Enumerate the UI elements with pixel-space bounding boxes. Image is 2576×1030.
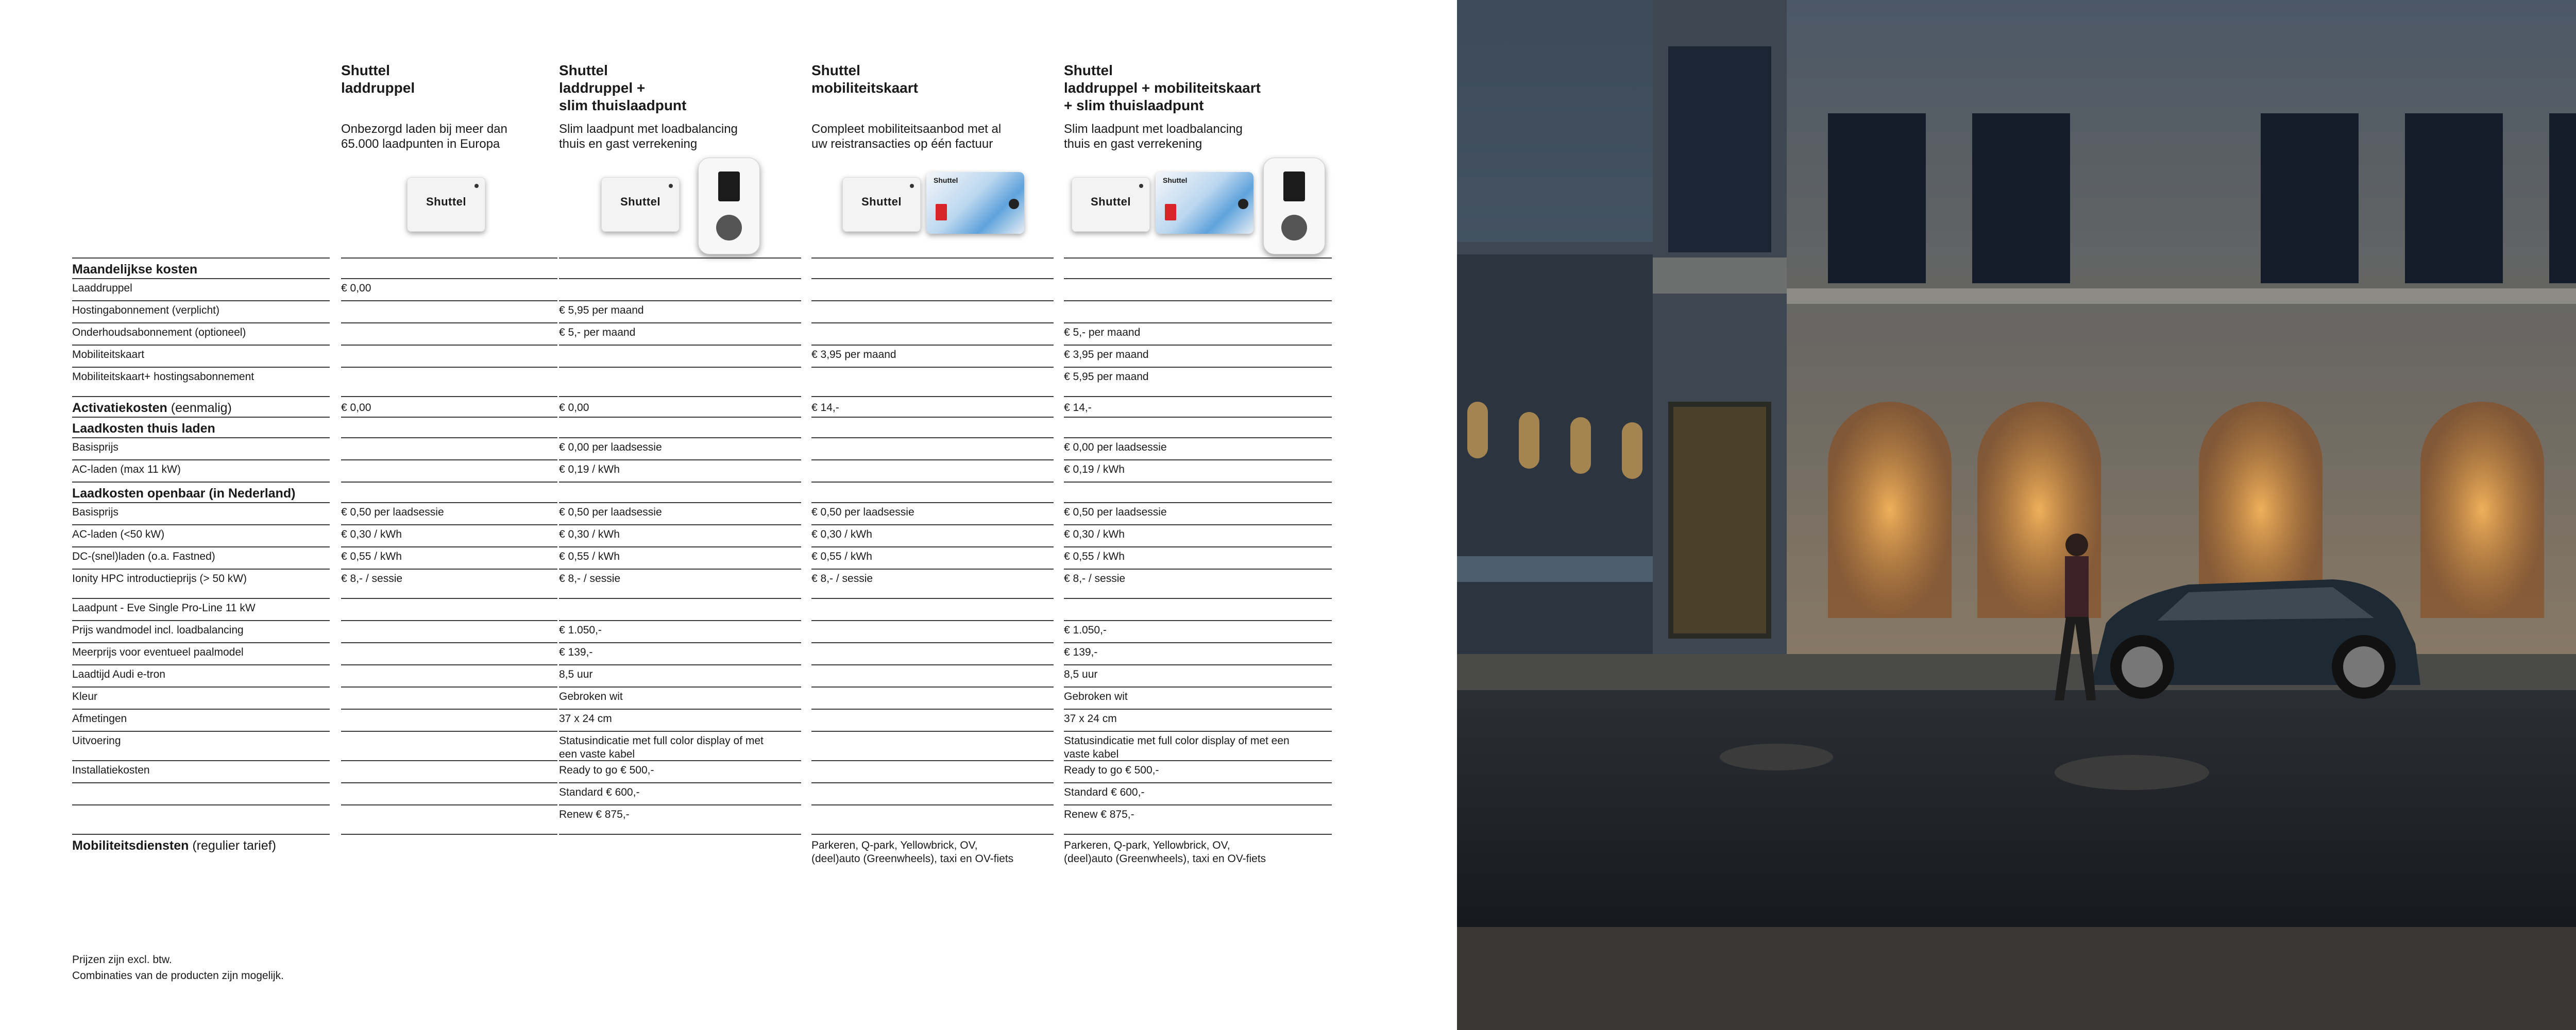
- table-rule: [341, 834, 557, 835]
- table-rule: [559, 620, 801, 621]
- table-rule: [811, 782, 1054, 783]
- laddruppel-product-image: [601, 177, 680, 232]
- thuislaadpunt-charger-image: [698, 158, 760, 254]
- table-rule: [1064, 686, 1332, 688]
- price-cell: € 0,30 / kWh: [559, 528, 620, 540]
- table-rule: [1064, 322, 1332, 323]
- row-label: [72, 304, 330, 317]
- table-rule: [72, 731, 330, 732]
- price-cell: € 0,19 / kWh: [1064, 464, 1125, 475]
- table-rule: [1064, 569, 1332, 570]
- table-rule: [559, 367, 801, 368]
- table-rule: [1064, 459, 1332, 460]
- table-rule: [811, 569, 1054, 570]
- row-label-text: Laaddruppel: [72, 282, 132, 294]
- table-rule: [811, 278, 1054, 279]
- table-rule: [72, 569, 330, 570]
- table-rule: [72, 760, 330, 761]
- table-rule: [72, 834, 330, 835]
- row-label-text: Basisprijs: [72, 506, 118, 518]
- table-rule: [341, 417, 557, 418]
- table-rule: [72, 664, 330, 665]
- column-header-combinatie: [1064, 62, 1306, 151]
- price-cell: € 8,- / sessie: [559, 573, 621, 585]
- table-rule: [1064, 502, 1332, 503]
- table-rule: [72, 598, 330, 599]
- table-row: [72, 345, 1337, 367]
- table-rule: [72, 804, 330, 805]
- column-description: Onbezorgd laden bij meer dan 65.000 laadpunten in Europa: [341, 122, 507, 151]
- table-rule: [811, 459, 1054, 460]
- table-rule: [72, 300, 330, 301]
- price-cell: € 8,- / sessie: [811, 573, 873, 585]
- row-label-text: Activatiekosten: [72, 401, 167, 415]
- table-rule: [72, 396, 330, 397]
- price-cell: € 0,30 / kWh: [1064, 528, 1125, 540]
- table-rule: [811, 760, 1054, 761]
- table-rule: [559, 642, 801, 643]
- price-cell: € 5,95 per maand: [1064, 371, 1149, 383]
- table-rule: [811, 664, 1054, 665]
- price-cell: Ready to go € 500,-: [1064, 764, 1159, 776]
- table-rule: [1064, 664, 1332, 665]
- table-row: [72, 396, 1337, 417]
- table-rule: [341, 642, 557, 643]
- table-rule: [811, 709, 1054, 710]
- row-label: [72, 602, 330, 615]
- row-label-text: Hostingabonnement (verplicht): [72, 304, 219, 316]
- laddruppel-logo-text: Shuttel: [620, 195, 661, 208]
- laddruppel-logo-text: Shuttel: [1090, 195, 1131, 208]
- price-cell: € 0,55 / kWh: [1064, 551, 1125, 562]
- table-rule: [811, 642, 1054, 643]
- table-rule: [341, 258, 557, 259]
- price-cell: € 0,55 / kWh: [559, 551, 620, 562]
- table-rule: [559, 804, 801, 805]
- price-cell: € 0,50 per laadsessie: [1064, 506, 1167, 518]
- table-rule: [341, 345, 557, 346]
- price-cell: € 3,95 per maand: [811, 349, 896, 360]
- row-label-suffix: (eenmalig): [167, 401, 232, 415]
- price-cell: € 3,95 per maand: [1064, 349, 1149, 360]
- table-rule: [811, 502, 1054, 503]
- row-label-text: Uitvoering: [72, 735, 121, 747]
- row-label: [72, 734, 330, 748]
- table-rule: [559, 417, 801, 418]
- table-rule: [559, 437, 801, 438]
- table-row: [72, 546, 1337, 569]
- table-rule: [1064, 345, 1332, 346]
- mobiliteitskaart-card-image: [1156, 172, 1253, 234]
- mobiliteitskaart-logo-text: Shuttel: [1163, 176, 1188, 184]
- price-cell: € 0,30 / kWh: [341, 528, 402, 540]
- row-label: [72, 528, 330, 541]
- section-heading: [72, 401, 330, 415]
- price-cell: € 0,19 / kWh: [559, 464, 620, 475]
- price-cell: € 8,- / sessie: [341, 573, 403, 585]
- price-cell: € 1.050,-: [1064, 624, 1107, 636]
- table-rule: [811, 731, 1054, 732]
- table-rule: [559, 459, 801, 460]
- price-cell: Parkeren, Q-park, Yellowbrick, OV, (deel)auto (Greenwheels), taxi en OV-fiets: [811, 839, 1014, 865]
- table-row: [72, 258, 1337, 278]
- row-label-text: Laadkosten thuis laden: [72, 421, 215, 436]
- table-rule: [341, 598, 557, 599]
- table-rule: [1064, 642, 1332, 643]
- table-row: [72, 598, 1337, 620]
- row-label: [72, 370, 330, 384]
- table-rule: [341, 459, 557, 460]
- table-row: [72, 664, 1337, 686]
- table-rule: [72, 322, 330, 323]
- table-rule: [559, 760, 801, 761]
- table-rule: [559, 524, 801, 525]
- row-label: [72, 550, 330, 563]
- table-rule: [811, 417, 1054, 418]
- price-cell: Renew € 875,-: [559, 809, 630, 820]
- row-label-text: Kleur: [72, 691, 98, 702]
- row-label-text: Laadpunt - Eve Single Pro-Line 11 kW: [72, 602, 256, 614]
- price-cell: € 0,55 / kWh: [811, 551, 872, 562]
- table-row: [72, 367, 1337, 396]
- row-label-text: Laadtijd Audi e-tron: [72, 668, 165, 680]
- table-rule: [341, 686, 557, 688]
- table-rule: [559, 709, 801, 710]
- price-cell: Parkeren, Q-park, Yellowbrick, OV, (deel)auto (Greenwheels), taxi en OV-fiets: [1064, 839, 1266, 865]
- table-rule: [811, 834, 1054, 835]
- mobiliteitskaart-logo-text: Shuttel: [934, 176, 958, 184]
- price-cell: € 0,00: [341, 282, 371, 294]
- table-row: [72, 437, 1337, 459]
- section-heading: [72, 839, 330, 852]
- table-rule: [341, 620, 557, 621]
- row-label: [72, 326, 330, 339]
- row-label: [72, 690, 330, 703]
- row-label-text: Laadkosten openbaar (in Nederland): [72, 486, 296, 501]
- row-label-text: Meerprijs voor eventueel paalmodel: [72, 646, 244, 658]
- column-description: Compleet mobiliteitsaanbod met al uw reistransacties op één factuur: [811, 122, 1002, 151]
- table-rule: [72, 459, 330, 460]
- table-rule: [341, 731, 557, 732]
- laddruppel-logo-text: Shuttel: [426, 195, 467, 208]
- price-cell: € 0,00 per laadsessie: [559, 441, 662, 453]
- table-rule: [559, 782, 801, 783]
- table-rule: [559, 598, 801, 599]
- table-rule: [559, 834, 801, 835]
- table-rule: [1064, 417, 1332, 418]
- table-rule: [1064, 620, 1332, 621]
- table-rule: [1064, 258, 1332, 259]
- table-rule: [341, 709, 557, 710]
- table-rule: [559, 482, 801, 483]
- row-label-text: Ionity HPC introductieprijs (> 50 kW): [72, 573, 247, 585]
- table-rule: [341, 502, 557, 503]
- row-label: [72, 463, 330, 476]
- table-rule: [1064, 278, 1332, 279]
- table-rule: [811, 322, 1054, 323]
- table-rule: [72, 546, 330, 547]
- table-rule: [1064, 709, 1332, 710]
- price-cell: € 0,00: [559, 402, 589, 414]
- table-rule: [811, 620, 1054, 621]
- row-label: [72, 506, 330, 519]
- table-rule: [559, 396, 801, 397]
- table-row: [72, 731, 1337, 760]
- row-label-text: Mobiliteitskaart: [72, 349, 145, 360]
- section-heading: [72, 422, 330, 435]
- price-cell: Renew € 875,-: [1064, 809, 1134, 820]
- price-cell: 8,5 uur: [559, 668, 593, 680]
- laddruppel-logo-text: Shuttel: [861, 195, 902, 208]
- table-rule: [341, 482, 557, 483]
- table-rule: [811, 804, 1054, 805]
- laddruppel-product-image: [1072, 177, 1150, 232]
- price-cell: € 0,55 / kWh: [341, 551, 402, 562]
- mobiliteitskaart-card-image: [926, 172, 1024, 234]
- price-cell: 8,5 uur: [1064, 668, 1098, 680]
- table-rule: [72, 782, 330, 783]
- table-row: [72, 569, 1337, 598]
- table-row: [72, 642, 1337, 664]
- table-row: [72, 782, 1337, 804]
- table-row: [72, 834, 1337, 866]
- table-rule: [72, 437, 330, 438]
- section-heading: [72, 487, 330, 500]
- table-rule: [72, 620, 330, 621]
- row-label-text: Installatiekosten: [72, 764, 150, 776]
- table-rule: [72, 524, 330, 525]
- price-cell: Gebroken wit: [559, 691, 623, 702]
- table-rule: [341, 804, 557, 805]
- table-rule: [811, 524, 1054, 525]
- row-label-text: Maandelijkse kosten: [72, 262, 198, 277]
- table-rule: [341, 569, 557, 570]
- row-label: [72, 624, 330, 637]
- price-cell: € 139,-: [1064, 646, 1098, 658]
- table-rule: [1064, 760, 1332, 761]
- table-rule: [811, 396, 1054, 397]
- price-cell: € 0,50 per laadsessie: [559, 506, 662, 518]
- table-rule: [559, 569, 801, 570]
- price-cell: Statusindicatie met full color display of met een vaste kabel: [1064, 735, 1290, 760]
- row-label-text: AC-laden (max 11 kW): [72, 464, 181, 475]
- table-rule: [1064, 731, 1332, 732]
- row-label-text: DC-(snel)laden (o.a. Fastned): [72, 551, 215, 562]
- table-rule: [341, 278, 557, 279]
- table-rule: [72, 345, 330, 346]
- table-rule: [341, 396, 557, 397]
- table-rule: [811, 437, 1054, 438]
- price-cell: € 0,00 per laadsessie: [1064, 441, 1167, 453]
- table-rule: [559, 322, 801, 323]
- row-label: [72, 764, 330, 777]
- table-row: [72, 300, 1337, 322]
- street-scene-illustration: [1457, 0, 2576, 1030]
- table-rule: [72, 417, 330, 418]
- row-label: [72, 646, 330, 659]
- table-rule: [72, 502, 330, 503]
- table-rule: [559, 546, 801, 547]
- table-rule: [1064, 437, 1332, 438]
- row-label-text: Prijs wandmodel incl. loadbalancing: [72, 624, 244, 636]
- table-rule: [559, 664, 801, 665]
- table-row: [72, 524, 1337, 546]
- table-rule: [559, 502, 801, 503]
- table-rule: [341, 546, 557, 547]
- price-cell: € 0,50 per laadsessie: [811, 506, 914, 518]
- table-rule: [811, 345, 1054, 346]
- table-rule: [811, 686, 1054, 688]
- table-rule: [1064, 804, 1332, 805]
- footnotes: [72, 952, 284, 984]
- table-rule: [341, 524, 557, 525]
- table-rule: [341, 437, 557, 438]
- table-rule: [559, 278, 801, 279]
- row-label-text: Basisprijs: [72, 441, 118, 453]
- table-rule: [72, 482, 330, 483]
- row-label-text: Afmetingen: [72, 713, 127, 725]
- column-title: Shuttel mobiliteitskaart: [811, 62, 918, 96]
- row-label: [72, 348, 330, 362]
- footnote-combinaties: Combinaties van de producten zijn mogelijk.: [72, 970, 284, 982]
- price-cell: € 139,-: [559, 646, 593, 658]
- table-row: [72, 459, 1337, 482]
- price-cell: € 8,- / sessie: [1064, 573, 1126, 585]
- price-cell: Ready to go € 500,-: [559, 764, 654, 776]
- row-label: [72, 712, 330, 726]
- table-rule: [559, 686, 801, 688]
- column-title: Shuttel laddruppel: [341, 62, 415, 96]
- section-heading: [72, 263, 330, 276]
- table-rule: [1064, 598, 1332, 599]
- table-rule: [72, 278, 330, 279]
- price-cell: € 0,50 per laadsessie: [341, 506, 444, 518]
- price-cell: € 5,- per maand: [559, 327, 636, 338]
- table-rule: [1064, 524, 1332, 525]
- price-cell: € 0,00: [341, 402, 371, 414]
- table-row: [72, 620, 1337, 642]
- table-rule: [1064, 482, 1332, 483]
- table-rule: [341, 760, 557, 761]
- table-rule: [811, 598, 1054, 599]
- row-label-suffix: (regulier tarief): [189, 838, 276, 853]
- price-cell: € 1.050,-: [559, 624, 602, 636]
- thuislaadpunt-charger-image: [1263, 158, 1325, 254]
- table-row: [72, 804, 1337, 834]
- table-row: [72, 482, 1337, 502]
- table-row: [72, 417, 1337, 437]
- laddruppel-product-image: [407, 177, 485, 232]
- table-rule: [811, 482, 1054, 483]
- column-title: Shuttel laddruppel + mobiliteitskaart + slim thuislaadpunt: [1064, 62, 1261, 113]
- row-label-text: Mobiliteitsdiensten: [72, 838, 189, 853]
- column-header-laddruppel: [341, 62, 583, 151]
- table-rule: [559, 731, 801, 732]
- table-rule: [72, 642, 330, 643]
- table-rule: [811, 367, 1054, 368]
- row-label-text: Mobiliteitskaart+ hostingsabonnement: [72, 371, 255, 383]
- price-cell: Gebroken wit: [1064, 691, 1128, 702]
- footnote-btw: Prijzen zijn excl. btw.: [72, 954, 172, 966]
- table-rule: [811, 300, 1054, 301]
- table-rule: [1064, 782, 1332, 783]
- table-rule: [72, 709, 330, 710]
- audi-etron-city-photo: [1457, 0, 2576, 1030]
- row-label-text: Onderhoudsabonnement (optioneel): [72, 327, 246, 338]
- price-cell: € 14,-: [1064, 402, 1092, 414]
- row-label: [72, 668, 330, 681]
- table-rule: [1064, 396, 1332, 397]
- table-rule: [72, 686, 330, 688]
- column-header-laddruppel-thuislaadpunt: [559, 62, 801, 151]
- table-rule: [341, 782, 557, 783]
- price-cell: € 14,-: [811, 402, 839, 414]
- table-rule: [559, 300, 801, 301]
- table-rule: [1064, 367, 1332, 368]
- row-label: [72, 282, 330, 295]
- table-rule: [1064, 300, 1332, 301]
- table-row: [72, 686, 1337, 709]
- row-label: [72, 441, 330, 454]
- laddruppel-product-image: [842, 177, 921, 232]
- price-cell: Standard € 600,-: [559, 786, 640, 798]
- table-rule: [72, 258, 330, 259]
- table-row: [72, 322, 1337, 345]
- table-rule: [341, 664, 557, 665]
- table-rule: [1064, 546, 1332, 547]
- price-cell: 37 x 24 cm: [559, 713, 612, 725]
- price-cell: 37 x 24 cm: [1064, 713, 1117, 725]
- row-label-text: AC-laden (<50 kW): [72, 528, 165, 540]
- column-title: Shuttel laddruppel + slim thuislaadpunt: [559, 62, 687, 113]
- table-rule: [811, 546, 1054, 547]
- price-cell: € 5,- per maand: [1064, 327, 1141, 338]
- price-cell: € 0,30 / kWh: [811, 528, 872, 540]
- price-cell: € 5,95 per maand: [559, 304, 644, 316]
- column-description: Slim laadpunt met loadbalancing thuis en gast verrekening: [559, 122, 738, 151]
- price-cell: Statusindicatie met full color display of met een vaste kabel: [559, 735, 764, 760]
- column-description: Slim laadpunt met loadbalancing thuis en gast verrekening: [1064, 122, 1243, 151]
- table-rule: [341, 367, 557, 368]
- table-row: [72, 278, 1337, 300]
- row-label: [72, 572, 330, 586]
- column-header-mobiliteitskaart: [811, 62, 1054, 151]
- table-rule: [559, 345, 801, 346]
- table-rule: [341, 300, 557, 301]
- table-rule: [72, 367, 330, 368]
- price-cell: Standard € 600,-: [1064, 786, 1145, 798]
- table-row: [72, 709, 1337, 731]
- table-rule: [341, 322, 557, 323]
- table-rule: [559, 258, 801, 259]
- table-row: [72, 760, 1337, 782]
- table-rule: [1064, 834, 1332, 835]
- table-row: [72, 502, 1337, 524]
- table-rule: [811, 258, 1054, 259]
